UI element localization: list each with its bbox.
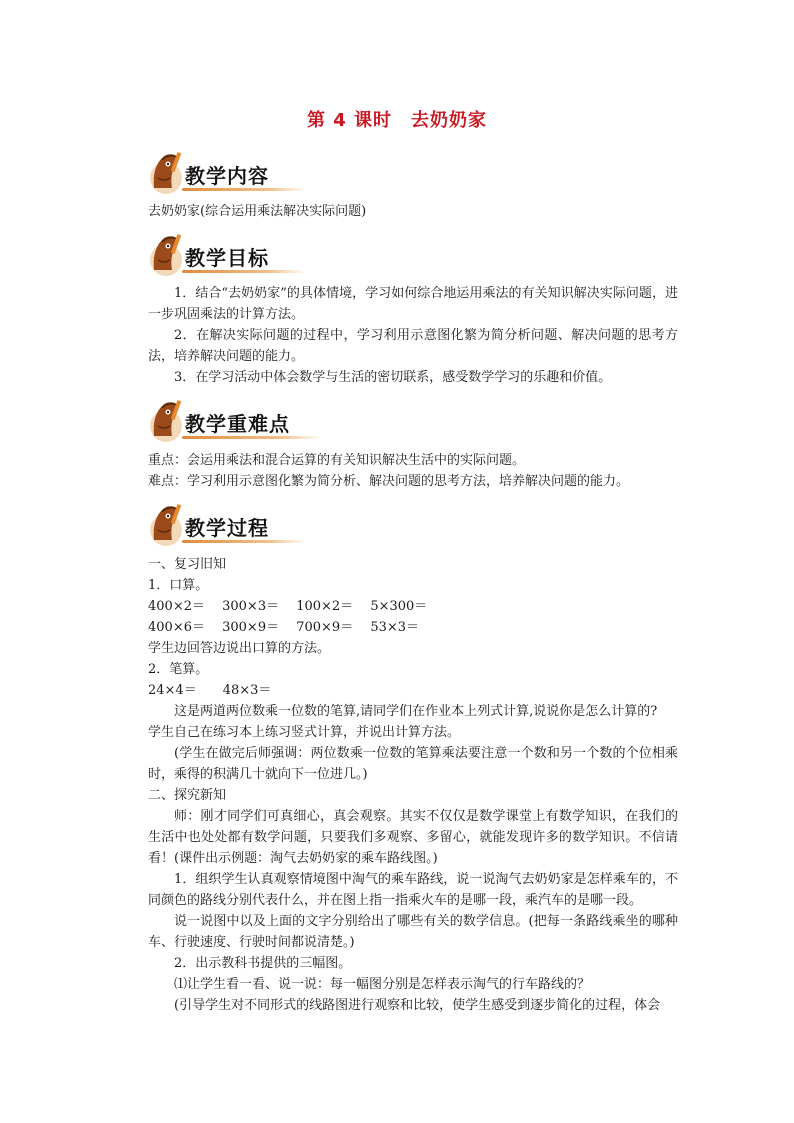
step-2a: ⑴让学生看一看、说一说：每一幅图分别是怎样表示淘气的行车路线的？ (174, 977, 591, 992)
difficult-point: 难点：学习利用示意图化繁为简分析、解决问题的思考方法，培养解决问题的能力。 (148, 474, 630, 489)
heading-underline (182, 436, 322, 439)
section-heading-goals (148, 230, 308, 278)
step-1b: 说一说图中以及上面的文字分别给出了哪些有关的数学信息。(把每一条路线乘坐的哪种车、行驶速度、行驶时间都说清楚。) (148, 914, 678, 950)
lesson-title: 第 4 课时 去奶奶家 (306, 110, 488, 131)
heading-underline (182, 270, 306, 273)
written-title: 2．笔算。 (148, 662, 209, 677)
section-heading-label: 教学目标 (185, 246, 269, 270)
heading-underline (182, 540, 306, 543)
section-heading-label: 教学内容 (185, 164, 269, 188)
written-self: 学生自己在练习本上练习竖式计算，并说出计算方法。 (148, 725, 461, 740)
step-1: 1．组织学生认真观察情境图中淘气的乘车路线，说一说淘气去奶奶家是怎样乘车的，不同颜色的路线分别代表什么，并在图上指一指乘火车的是哪一段，乘汽车的是哪一段。 (148, 872, 678, 908)
goal-item-1: 1．结合“去奶奶家”的具体情境，学习如何综合地运用乘法的有关知识解决实际问题，进一步巩固乘法的计算方法。 (148, 286, 678, 322)
written-stress: (学生在做完后师强调：两位数乘一位数的笔算乘法要注意一个数和另一个数的个位相乘时，乘得的积满几十就向下一位进几。) (148, 746, 678, 782)
teacher-remark: 师：刚才同学们可真细心，真会观察。其实不仅仅是数学课堂上有数学知识，在我们的生活中也处处都有数学问题，只要我们多观察、多留心，就能发现许多的数学知识。不信请看！(课件出示例题：淘气去奶奶家的乘车路线图。) (148, 809, 678, 866)
key-point: 重点：会运用乘法和混合运算的有关知识解决生活中的实际问题。 (148, 453, 526, 468)
content-text: 去奶奶家(综合运用乘法解决实际问题) (148, 204, 367, 219)
heading-underline (182, 188, 306, 191)
goal-item-2: 2．在解决实际问题的过程中，学习利用示意图化繁为简分析问题、解决问题的思考方法，培养解决问题的能力。 (148, 328, 678, 364)
oral-row-2: 400×6＝ 300×9＝ 700×9＝ 53×3＝ (148, 620, 420, 635)
goal-item-3: 3．在学习活动中体会数学与生活的密切联系，感受数学学习的乐趣和价值。 (174, 370, 612, 385)
section-heading-process (148, 500, 308, 548)
step-2b: (引导学生对不同形式的线路图进行观察和比较，使学生感受到逐步简化的过程，体会 (174, 998, 661, 1013)
review-title: 一、复习旧知 (148, 557, 227, 572)
section-heading-label: 教学重难点 (185, 412, 290, 436)
oral-note: 学生边回答边说出口算的方法。 (148, 641, 331, 656)
section-heading-content (148, 148, 308, 196)
explore-title: 二、探究新知 (148, 788, 227, 803)
section-heading-keypoints (148, 396, 308, 444)
oral-title: 1．口算。 (148, 578, 209, 593)
written-row: 24×4＝ 48×3＝ (148, 683, 272, 698)
written-question: 这是两道两位数乘一位数的笔算,请同学们在作业本上列式计算,说说你是怎么计算的? (174, 704, 658, 719)
oral-row-1: 400×2＝ 300×3＝ 100×2＝ 5×300＝ (148, 599, 428, 614)
step-2: 2．出示教科书提供的三幅图。 (174, 956, 352, 971)
section-heading-label: 教学过程 (185, 516, 269, 540)
